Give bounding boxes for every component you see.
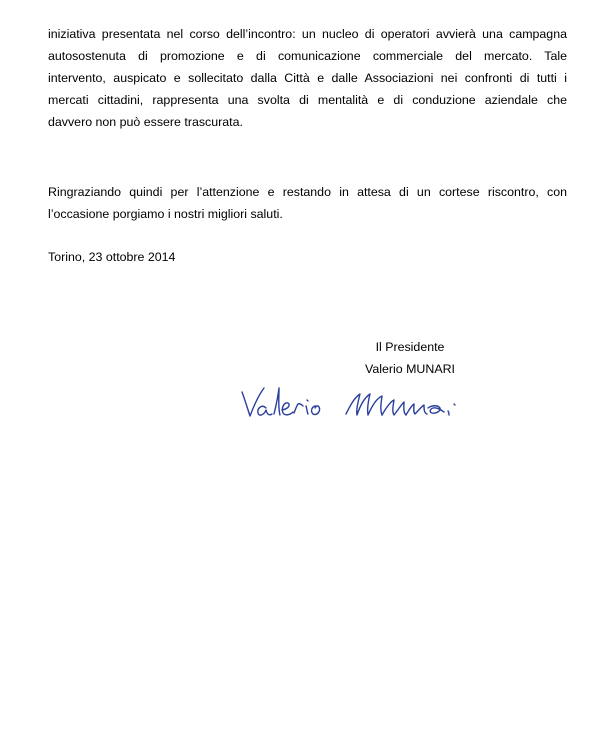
signature-stroke <box>258 406 272 415</box>
text-line: davvero non può essere trascurata. <box>48 115 243 129</box>
signature-stroke <box>406 404 427 415</box>
signature-stroke <box>242 388 264 416</box>
date-line: Torino, 23 ottobre 2014 <box>48 250 176 264</box>
handwritten-signature <box>236 378 536 428</box>
signature-stroke <box>274 388 280 415</box>
signature-stroke <box>428 406 444 413</box>
text-line: autosostenuta di promozione e di comunicazione commerciale del mercato. Tale <box>48 49 567 63</box>
signature-stroke <box>282 403 293 415</box>
text-line: Ringraziando quindi per l’attenzione e restando in attesa di un cortese riscontro, con <box>48 185 567 199</box>
text-line: mercati cittadini, rappresenta una svolta di mentalità e di conduzione aziendale che <box>48 93 567 107</box>
signatory-role: Il Presidente <box>375 340 445 354</box>
signature-stroke <box>294 404 303 413</box>
text-line: intervento, auspicato e sollecitato dalla Città e dalle Associazioni nei confronti di tutti i <box>48 71 567 85</box>
signature-stroke <box>382 400 406 415</box>
signature-stroke <box>312 406 320 415</box>
signature-stroke <box>454 404 455 405</box>
signatory-name: Valerio MUNARI <box>365 362 455 376</box>
signature-stroke <box>448 411 449 415</box>
signature-stroke <box>306 406 308 414</box>
closing-paragraph-initiative <box>48 23 567 133</box>
text-line: l’occasione porgiamo i nostri migliori saluti. <box>48 207 283 221</box>
signature-block <box>340 336 480 380</box>
signature-stroke <box>346 394 382 415</box>
text-line: iniziativa presentata nel corso dell’incontro: un nucleo di operatori avvierà una campagna <box>48 27 567 41</box>
greeting-paragraph <box>48 181 567 225</box>
signature-stroke <box>307 400 308 401</box>
